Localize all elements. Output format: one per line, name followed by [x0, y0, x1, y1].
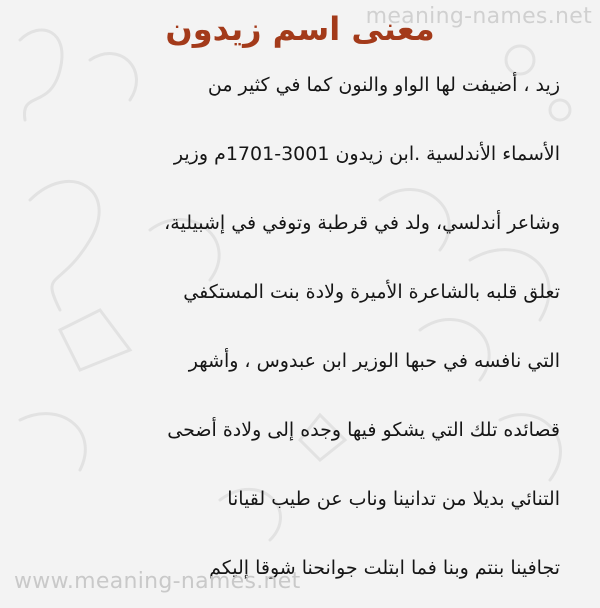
- watermark-bottom: www.meaning-names.net: [14, 569, 301, 594]
- meaning-text: [30, 56, 560, 608]
- text-line-8: تجافينا بنتم وبنا فما ابتلت جوانحنا شوقا إليكم: [209, 557, 560, 579]
- text-line-7: التنائي بديلا من تدانينا وناب عن طيب لقيانا: [227, 488, 560, 510]
- text-line-6: قصائده تلك التي يشكو فيها وجده إلى ولادة أضحى: [167, 419, 560, 441]
- text-line-1: زيد ، أضيفت لها الواو والنون كما في كثير من: [207, 74, 560, 96]
- text-line-5: التي نافسه في حبها الوزير ابن عبدوس ، وأشهر: [188, 350, 560, 372]
- page-title: معنى اسم زيدون: [165, 10, 435, 48]
- text-line-3: وشاعر أندلسي، ولد في قرطبة وتوفي في إشبيلية،: [164, 212, 560, 234]
- watermark-top: meaning-names.net: [365, 4, 592, 29]
- text-line-4: تعلق قلبه بالشاعرة الأميرة ولادة بنت المستكفي: [183, 281, 560, 303]
- text-line-2: الأسماء الأندلسية .ابن زيدون 3001-1701م وزير: [173, 143, 560, 165]
